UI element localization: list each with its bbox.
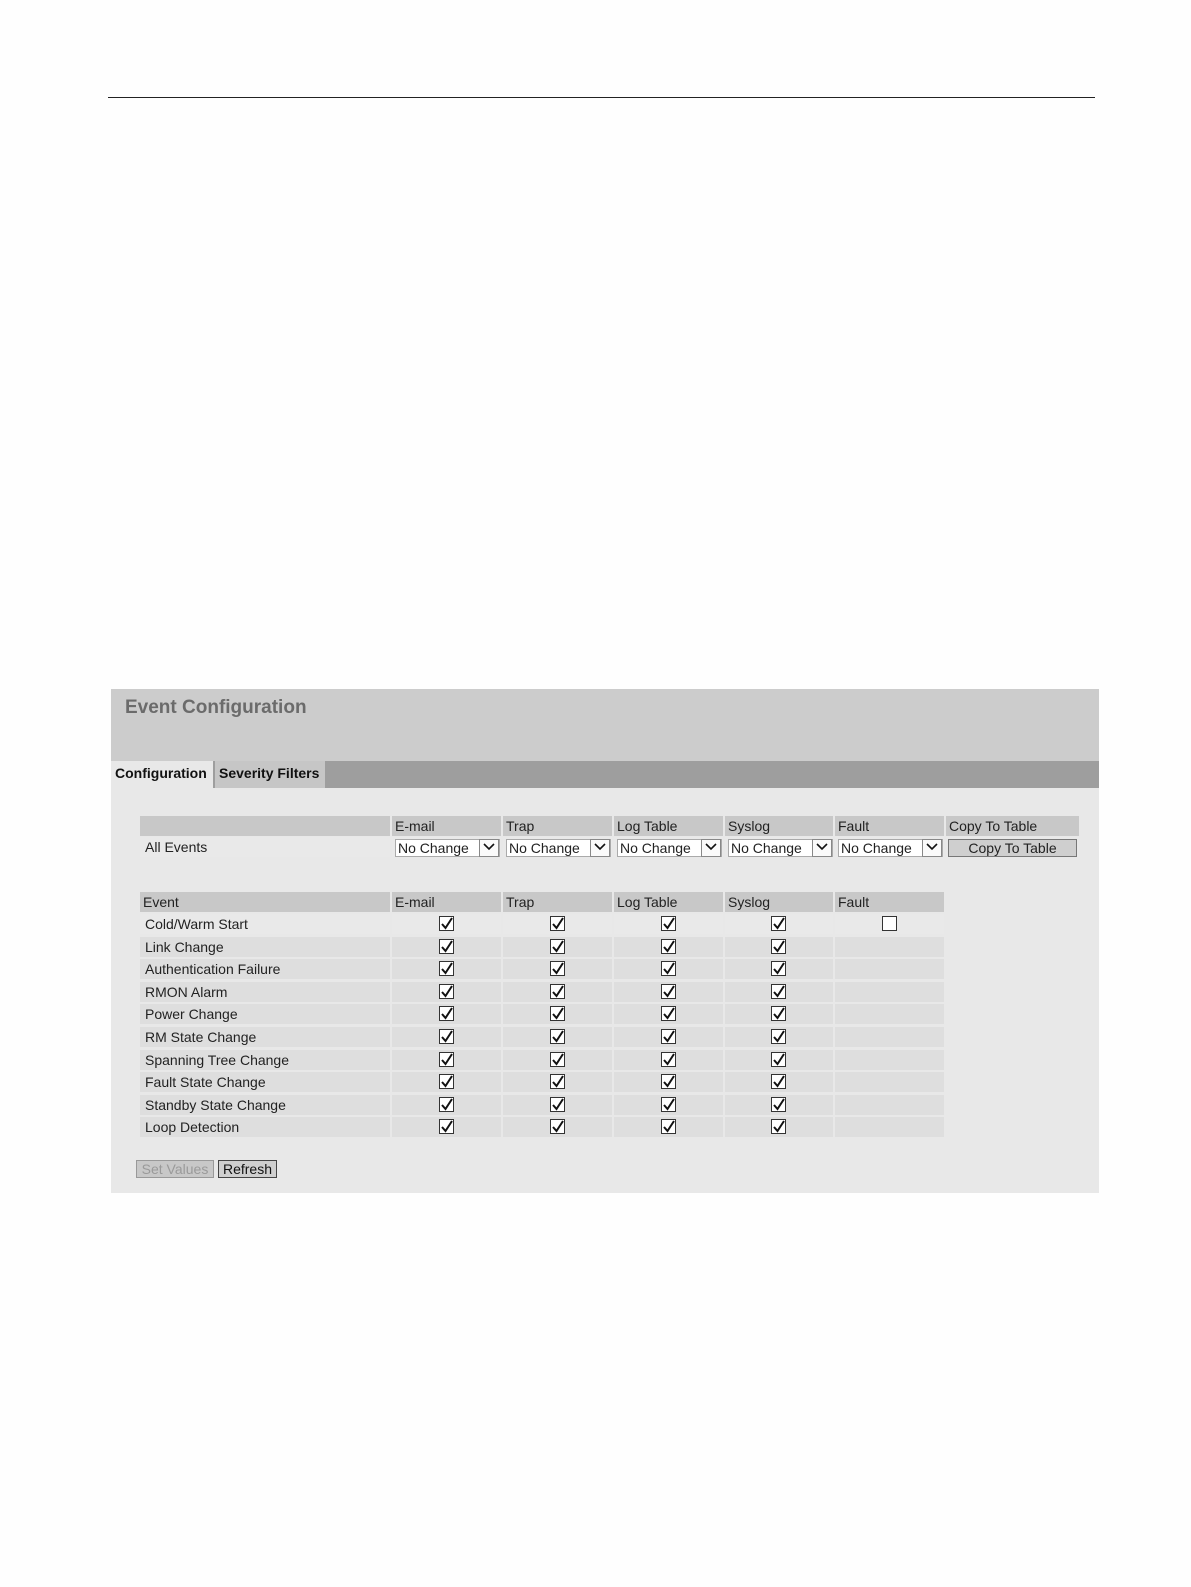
event-row-label: Power Change — [140, 1004, 390, 1024]
event-log-table-checkbox[interactable] — [661, 1097, 676, 1112]
select-value: No Change — [398, 840, 469, 856]
event-trap-cell — [503, 1095, 612, 1115]
event-syslog-checkbox[interactable] — [771, 1006, 786, 1021]
event-log-table-cell — [614, 1117, 723, 1137]
event-log-table-cell — [614, 1004, 723, 1024]
event-trap-cell — [503, 959, 612, 979]
event-syslog-cell — [725, 1004, 833, 1024]
event-fault-cell — [835, 1004, 944, 1024]
all-events-syslog-cell — [725, 837, 833, 857]
event-fault-cell — [835, 1117, 944, 1137]
event-trap-cell — [503, 1072, 612, 1092]
event-email-cell — [392, 1117, 501, 1137]
event-log-table-cell — [614, 1050, 723, 1070]
page-title: Event Configuration — [125, 697, 307, 718]
event-syslog-checkbox[interactable] — [771, 916, 786, 931]
event-trap-checkbox[interactable] — [550, 1097, 565, 1112]
event-log-table-checkbox[interactable] — [661, 1119, 676, 1134]
event-trap-checkbox[interactable] — [550, 1052, 565, 1067]
all-events-log-table-header: Log Table — [614, 816, 723, 836]
chevron-down-icon — [701, 839, 721, 857]
tab-severity-filters[interactable]: Severity Filters — [215, 761, 325, 788]
all-events-label: All Events — [140, 837, 390, 857]
event-log-table-checkbox[interactable] — [661, 1006, 676, 1021]
event-trap-cell — [503, 1027, 612, 1047]
all-events-log-table-cell — [614, 837, 723, 857]
set-values-button[interactable]: Set Values — [136, 1160, 214, 1178]
all-events-table — [140, 816, 1079, 858]
event-configuration-panel — [111, 689, 1099, 1193]
select-value: No Change — [509, 840, 580, 856]
all-events-copy-to-table-header: Copy To Table — [946, 816, 1079, 836]
all-events-fault-header: Fault — [835, 816, 944, 836]
event-syslog-cell — [725, 1095, 833, 1115]
event-email-checkbox[interactable] — [439, 916, 454, 931]
event-log-table-checkbox[interactable] — [661, 1074, 676, 1089]
event-log-table-checkbox[interactable] — [661, 916, 676, 931]
select-value: No Change — [841, 840, 912, 856]
event-email-checkbox[interactable] — [439, 1097, 454, 1112]
event-fault-cell — [835, 914, 944, 934]
event-log-table-cell — [614, 937, 723, 957]
event-table-email-header: E-mail — [392, 892, 501, 912]
event-email-checkbox[interactable] — [439, 1119, 454, 1134]
copy-to-table-button[interactable]: Copy To Table — [948, 839, 1077, 857]
event-email-cell — [392, 1072, 501, 1092]
event-trap-cell — [503, 937, 612, 957]
event-table — [140, 892, 946, 1138]
event-row-label: Spanning Tree Change — [140, 1050, 390, 1070]
all-events-email-cell — [392, 837, 501, 857]
event-row-label: Authentication Failure — [140, 959, 390, 979]
event-log-table-cell — [614, 959, 723, 979]
event-trap-checkbox[interactable] — [550, 916, 565, 931]
event-trap-checkbox[interactable] — [550, 1119, 565, 1134]
event-email-cell — [392, 914, 501, 934]
event-log-table-checkbox[interactable] — [661, 1029, 676, 1044]
event-log-table-cell — [614, 1072, 723, 1092]
event-trap-checkbox[interactable] — [550, 939, 565, 954]
all-events-fault-cell — [835, 837, 944, 857]
event-fault-cell — [835, 1050, 944, 1070]
event-log-table-cell — [614, 982, 723, 1002]
event-email-checkbox[interactable] — [439, 1052, 454, 1067]
event-syslog-checkbox[interactable] — [771, 1119, 786, 1134]
event-syslog-checkbox[interactable] — [771, 984, 786, 999]
event-log-table-cell — [614, 914, 723, 934]
event-trap-checkbox[interactable] — [550, 1006, 565, 1021]
event-email-checkbox[interactable] — [439, 984, 454, 999]
all-events-fault-select[interactable] — [838, 839, 943, 857]
top-rule — [108, 97, 1095, 98]
event-syslog-cell — [725, 937, 833, 957]
all-events-email-header: E-mail — [392, 816, 501, 836]
event-email-checkbox[interactable] — [439, 939, 454, 954]
event-trap-checkbox[interactable] — [550, 961, 565, 976]
event-fault-cell — [835, 937, 944, 957]
event-email-checkbox[interactable] — [439, 1006, 454, 1021]
event-table-trap-header: Trap — [503, 892, 612, 912]
chevron-down-icon — [922, 839, 942, 857]
event-syslog-cell — [725, 1027, 833, 1047]
event-syslog-checkbox[interactable] — [771, 1097, 786, 1112]
event-email-cell — [392, 937, 501, 957]
event-syslog-cell — [725, 1072, 833, 1092]
panel-header — [111, 689, 1099, 761]
all-events-email-select[interactable] — [395, 839, 500, 857]
refresh-button[interactable]: Refresh — [218, 1160, 277, 1178]
event-syslog-checkbox[interactable] — [771, 1029, 786, 1044]
event-log-table-checkbox[interactable] — [661, 1052, 676, 1067]
event-trap-cell — [503, 1004, 612, 1024]
all-events-blank-header — [140, 816, 390, 836]
event-email-checkbox[interactable] — [439, 1029, 454, 1044]
event-row-label: Link Change — [140, 937, 390, 957]
event-log-table-checkbox[interactable] — [661, 984, 676, 999]
all-events-trap-header: Trap — [503, 816, 612, 836]
event-table-fault-header: Fault — [835, 892, 944, 912]
event-syslog-cell — [725, 914, 833, 934]
event-syslog-cell — [725, 1117, 833, 1137]
event-row-label: Loop Detection — [140, 1117, 390, 1137]
event-trap-checkbox[interactable] — [550, 984, 565, 999]
chevron-down-icon — [812, 839, 832, 857]
event-row-label: Fault State Change — [140, 1072, 390, 1092]
event-log-table-checkbox[interactable] — [661, 939, 676, 954]
event-trap-cell — [503, 1050, 612, 1070]
all-events-log-table-select[interactable] — [617, 839, 722, 857]
event-table-syslog-header: Syslog — [725, 892, 833, 912]
event-fault-cell — [835, 1095, 944, 1115]
event-row-label: RM State Change — [140, 1027, 390, 1047]
event-trap-cell — [503, 1117, 612, 1137]
event-syslog-checkbox[interactable] — [771, 961, 786, 976]
event-email-checkbox[interactable] — [439, 1074, 454, 1089]
chevron-down-icon — [479, 839, 499, 857]
event-fault-checkbox[interactable] — [882, 916, 897, 931]
event-row-label: RMON Alarm — [140, 982, 390, 1002]
select-value: No Change — [731, 840, 802, 856]
event-log-table-cell — [614, 1095, 723, 1115]
event-fault-cell — [835, 1072, 944, 1092]
event-trap-cell — [503, 982, 612, 1002]
tab-configuration[interactable]: Configuration — [111, 761, 213, 788]
event-email-cell — [392, 1095, 501, 1115]
event-trap-checkbox[interactable] — [550, 1074, 565, 1089]
event-syslog-checkbox[interactable] — [771, 1074, 786, 1089]
chevron-down-icon — [590, 839, 610, 857]
tab-bar — [111, 761, 1099, 788]
all-events-trap-select[interactable] — [506, 839, 611, 857]
event-row-label: Cold/Warm Start — [140, 914, 390, 934]
event-trap-cell — [503, 914, 612, 934]
event-email-cell — [392, 982, 501, 1002]
event-email-cell — [392, 959, 501, 979]
event-syslog-cell — [725, 982, 833, 1002]
event-syslog-cell — [725, 1050, 833, 1070]
copy-to-table-cell — [946, 837, 1079, 857]
event-trap-checkbox[interactable] — [550, 1029, 565, 1044]
event-log-table-checkbox[interactable] — [661, 961, 676, 976]
event-email-checkbox[interactable] — [439, 961, 454, 976]
event-table-log-table-header: Log Table — [614, 892, 723, 912]
all-events-syslog-header: Syslog — [725, 816, 833, 836]
event-email-cell — [392, 1027, 501, 1047]
all-events-trap-cell — [503, 837, 612, 857]
event-fault-cell — [835, 1027, 944, 1047]
event-log-table-cell — [614, 1027, 723, 1047]
event-syslog-checkbox[interactable] — [771, 1052, 786, 1067]
all-events-syslog-select[interactable] — [728, 839, 833, 857]
event-row-label: Standby State Change — [140, 1095, 390, 1115]
event-fault-cell — [835, 982, 944, 1002]
event-syslog-checkbox[interactable] — [771, 939, 786, 954]
event-table-event-header: Event — [140, 892, 390, 912]
event-email-cell — [392, 1050, 501, 1070]
event-fault-cell — [835, 959, 944, 979]
event-email-cell — [392, 1004, 501, 1024]
select-value: No Change — [620, 840, 691, 856]
event-syslog-cell — [725, 959, 833, 979]
